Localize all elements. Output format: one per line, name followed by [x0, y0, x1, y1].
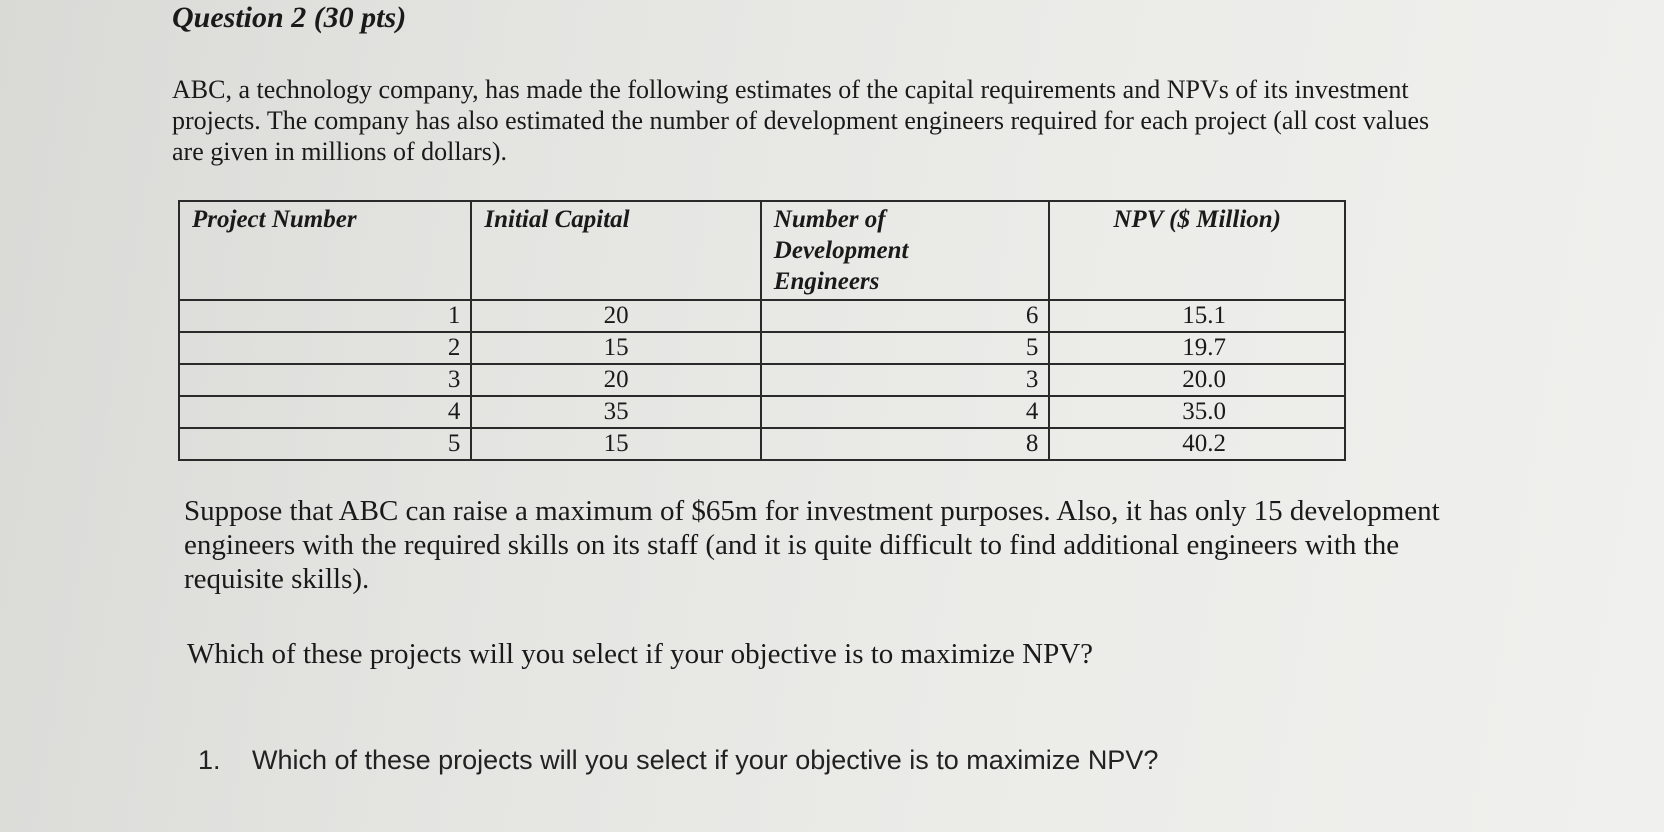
cell-capital: 20: [471, 300, 760, 332]
cell-capital: 20: [471, 364, 760, 396]
cell-npv: 40.2: [1049, 428, 1345, 460]
cell-npv: 20.0: [1049, 364, 1345, 396]
cell-project: 1: [179, 300, 471, 332]
cell-project: 4: [179, 396, 471, 428]
header-engineers: [761, 201, 1050, 300]
cell-project: 2: [179, 332, 471, 364]
header-initial-capital: Initial Capital: [471, 201, 760, 300]
cell-capital: 35: [471, 396, 760, 428]
cell-engineers: 8: [761, 428, 1050, 460]
question-text: Which of these projects will you select if your objective is to maximize NPV?: [252, 745, 1159, 775]
cell-engineers: 3: [761, 364, 1050, 396]
numbered-question: [198, 744, 1158, 776]
table-row: [179, 364, 1345, 396]
constraint-paragraph: Suppose that ABC can raise a maximum of $65m for investment purposes. Also, it has only 15 development engineers with the required skills on its staff (and it is quite difficult to find additional engineers with the requisite skills).: [184, 495, 1440, 595]
header-engineers-line2: Development: [773, 237, 909, 264]
cell-npv: 15.1: [1049, 300, 1345, 332]
table-row: [179, 396, 1345, 428]
table-header-row: [179, 201, 1345, 300]
table-row: [179, 332, 1345, 364]
cell-capital: 15: [471, 428, 760, 460]
cell-engineers: 5: [761, 332, 1050, 364]
intro-paragraph: ABC, a technology company, has made the following estimates of the capital requirements and NPVs of its investment projects. The company has also estimated the number of development engineers required for each project (all cost values are given in millions of dollars).: [172, 75, 1430, 166]
objective-question: Which of these projects will you select if your objective is to maximize NPV?: [187, 638, 1094, 670]
cell-engineers: 6: [761, 300, 1050, 332]
header-engineers-line3: Engineers: [773, 268, 880, 295]
header-npv: NPV ($ Million): [1049, 201, 1345, 300]
question-heading: Question 2 (30 pts): [172, 1, 407, 34]
cell-npv: 35.0: [1049, 396, 1345, 428]
cell-engineers: 4: [761, 396, 1050, 428]
table-row: [179, 300, 1345, 332]
question-number: 1.: [198, 745, 221, 775]
cell-capital: 15: [471, 332, 760, 364]
cell-project: 3: [179, 364, 471, 396]
header-project-number: Project Number: [179, 201, 471, 300]
projects-table: [178, 200, 1346, 461]
header-engineers-line1: Number of: [773, 206, 886, 233]
cell-project: 5: [179, 428, 471, 460]
cell-npv: 19.7: [1049, 332, 1345, 364]
table-row: [179, 428, 1345, 460]
